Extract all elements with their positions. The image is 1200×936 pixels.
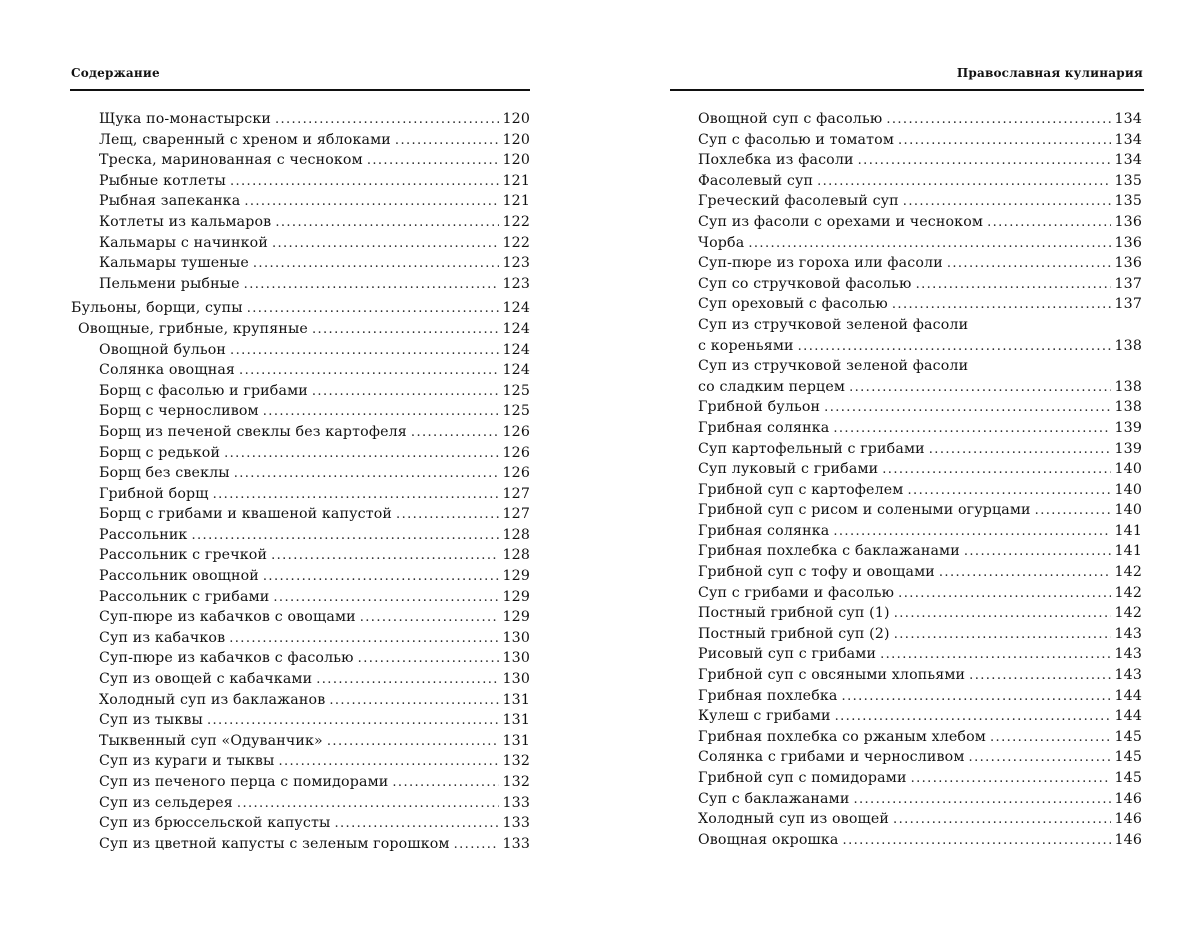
toc-entry-title: Грибной суп с картофелем [698,481,904,498]
toc-entry-title: Кальмары с начинкой [99,234,268,251]
toc-entry-title: Похлебка из фасоли [698,152,854,169]
dot-leader [817,172,1111,193]
dot-leader [842,687,1112,708]
toc-entry [698,459,1142,480]
toc-entry-title: Суп из тыквы [99,712,203,729]
toc-page-number: 131 [502,691,530,708]
toc-entry-title: Грибная похлебка с баклажанами [698,543,960,560]
toc-entry [71,751,530,772]
toc-entry [71,607,530,628]
toc-page-number: 130 [502,671,530,688]
dot-leader [312,382,500,403]
toc-page-number: 124 [502,362,530,379]
toc-page-number: 145 [1114,728,1142,745]
toc-entry-title: Суп из кабачков [99,629,226,646]
running-header-left: Содержание [71,66,160,80]
toc-entry [698,809,1142,830]
toc-page-number: 132 [502,774,530,790]
toc-entry [71,381,530,402]
toc-entry [71,319,530,340]
toc-page-number: 128 [502,526,530,543]
dot-leader [316,670,499,691]
toc-entry-title: Суп луковый с грибами [698,461,879,478]
toc-page-number: 126 [502,444,530,461]
toc-entry [71,463,530,484]
dot-leader [454,835,500,856]
toc-entry-title: Овощной суп с фасолью [698,111,883,127]
dot-leader [893,810,1111,831]
toc-page-number: 133 [502,794,530,811]
toc-entry [71,130,530,151]
toc-page-number: 123 [502,255,530,272]
dot-leader [929,440,1112,461]
dot-leader [230,172,500,193]
running-header-right: Православная кулинария [956,66,1143,80]
toc-entry-title: Грибной бульон [698,399,821,416]
toc-list-left [71,109,530,854]
toc-page-number: 140 [1114,481,1142,498]
dot-leader [833,419,1111,440]
toc-page-number: 139 [1114,419,1142,436]
toc-entry-title: Суп из овощей с кабачками [99,671,313,688]
toc-entry [698,562,1142,583]
toc-entry [71,484,530,505]
toc-page-number: 146 [1114,831,1142,848]
toc-entry [698,336,1142,357]
toc-page-number: 137 [1114,275,1142,292]
toc-entry-title: Борщ с редькой [99,444,221,461]
toc-page-number: 129 [502,609,530,626]
toc-page-number: 122 [502,213,530,230]
toc-entry [698,191,1142,212]
toc-entry [698,541,1142,562]
toc-page-number: 141 [1114,522,1142,539]
dot-leader [898,131,1111,152]
toc-page-number: 139 [1114,440,1142,457]
toc-entry [71,443,530,464]
toc-page-number: 127 [502,506,530,523]
dot-leader [191,526,499,547]
toc-entry-title: Суп со стручковой фасолью [698,275,912,292]
header-rule-left [70,89,530,91]
toc-entry [71,834,530,855]
dot-leader [271,546,499,567]
dot-leader [237,794,500,815]
toc-entry [698,253,1142,274]
dot-leader [278,752,499,773]
dot-leader [824,398,1111,419]
dot-leader [916,275,1112,296]
toc-page-number: 130 [502,629,530,646]
toc-entry [71,274,530,295]
toc-entry [71,813,530,834]
toc-page-number: 138 [1114,378,1142,395]
toc-page-number: 142 [1114,584,1142,601]
toc-entry [71,109,530,130]
dot-leader [234,464,500,485]
toc-page-number: 120 [502,152,530,169]
toc-entry [71,191,530,212]
toc-entry [71,525,530,546]
toc-entry-title: Грибной суп с помидорами [698,770,907,786]
toc-entry-title: Рыбная запеканка [99,193,241,210]
dot-leader [947,254,1112,275]
toc-entry [698,480,1142,501]
toc-entry [71,253,530,274]
toc-entry-title: Грибной суп с овсяными хлопьями [698,667,966,684]
toc-page-number: 124 [502,341,530,358]
toc-entry [698,747,1142,768]
toc-page-number: 140 [1114,461,1142,478]
dot-leader [229,629,499,650]
toc-entry-title: Чорба [698,234,745,251]
toc-entry-title: Борщ с черносливом [99,403,259,420]
dot-leader [207,711,500,732]
toc-entry [698,500,1142,521]
toc-entry-title: Грибная похлебка со ржаным хлебом [698,728,986,745]
dot-leader [272,234,500,255]
toc-entry [698,665,1142,686]
dot-leader [263,402,500,423]
dot-leader [858,151,1112,172]
toc-page-number: 138 [1114,399,1142,416]
toc-page-number: 142 [1114,564,1142,581]
dot-leader [244,275,500,296]
toc-page-number: 135 [1114,172,1142,189]
dot-leader [843,831,1112,852]
dot-leader [395,131,500,152]
toc-entry [71,690,530,711]
toc-entry-title: Грибной суп с тофу и овощами [698,564,935,581]
toc-entry-title: Грибная солянка [698,419,830,436]
toc-page-number: 125 [502,382,530,399]
dot-leader [853,790,1111,811]
toc-entry [71,360,530,381]
toc-entry-title: Суп с фасолью и томатом [698,131,894,148]
toc-entry-title: Борщ с грибами и квашеной капустой [99,506,393,523]
toc-entry-title: Грибная похлебка [698,687,838,704]
toc-entry [698,686,1142,707]
toc-page-number: 144 [1114,708,1142,725]
dot-leader [880,645,1111,666]
toc-entry-title: Рассольник овощной [99,568,259,585]
toc-page-number: 135 [1114,193,1142,210]
toc-page-number: 122 [502,234,530,251]
toc-entry-title: Рассольник [99,526,188,543]
toc-entry [698,624,1142,645]
toc-entry-title: Грибной суп с рисом и солеными огурцами [698,502,1031,519]
dot-leader [263,567,500,588]
dot-leader [894,604,1112,625]
dot-leader [898,584,1111,605]
toc-page-number: 126 [502,423,530,440]
toc-page-number: 143 [1114,667,1142,684]
toc-entry-title: Грибной борщ [99,485,209,502]
toc-entry-title: Греческий фасолевый суп [698,193,899,210]
toc-page-number: 143 [1114,646,1142,663]
right-page [600,0,1200,936]
dot-leader [275,110,500,131]
toc-entry-title: Тыквенный суп «Одуванчик» [99,732,323,749]
dot-leader [411,423,500,444]
toc-entry-title: Овощные, грибные, крупяные [78,320,308,337]
toc-entry [698,130,1142,151]
toc-entry-title: Рассольник с гречкой [99,547,268,564]
toc-entry [698,274,1142,295]
toc-entry [698,706,1142,727]
toc-entry [698,644,1142,665]
toc-entry-title: Солянка овощная [99,362,236,379]
dot-leader [360,608,500,629]
toc-entry [71,648,530,669]
dot-leader [1035,501,1112,522]
toc-entry-title: Суп из брюссельской капусты [99,815,331,832]
toc-entry-title: Грибная солянка [698,522,830,539]
toc-entry-title: Суп-пюре из гороха или фасоли [698,255,943,272]
toc-entry-title: Кулеш с грибами [698,708,831,725]
toc-page-number: 136 [1114,234,1142,251]
dot-leader [239,361,499,382]
toc-page-number: 145 [1114,749,1142,766]
toc-entry [698,212,1142,233]
dot-leader [969,666,1111,687]
toc-entry-title: Борщ без свеклы [99,465,230,482]
toc-entry [698,150,1142,171]
dot-leader [969,748,1112,769]
toc-entry-title: Суп из кураги и тыквы [99,753,275,770]
toc-entry-title: Суп с баклажанами [698,790,850,807]
dot-leader [392,773,499,794]
toc-entry-title: Лещ, сваренный с хреном и яблоками [99,131,391,148]
toc-page-number: 133 [502,815,530,832]
toc-entry [71,772,530,793]
toc-page-number: 146 [1114,811,1142,828]
toc-entry [71,669,530,690]
toc-entry-title: Суп-пюре из кабачков с фасолью [99,650,354,667]
toc-entry [698,397,1142,418]
toc-page-number: 140 [1114,502,1142,519]
dot-leader [903,192,1112,213]
toc-entry-title: Постный грибной суп (2) [698,625,890,642]
toc-entry [698,789,1142,810]
toc-entry-title-line: Суп из стручковой зеленой фасоли [698,316,969,333]
toc-entry-title: Бульоны, борщи, супы [71,300,243,317]
toc-entry [71,422,530,443]
dot-leader [939,563,1112,584]
toc-page-number: 127 [502,485,530,502]
dot-leader [964,542,1112,563]
dot-leader [247,299,500,320]
dot-leader [886,110,1111,131]
toc-page-number: 134 [1114,152,1142,169]
dot-leader [396,505,499,526]
toc-page-number: 129 [502,568,530,585]
toc-page-number: 121 [502,172,530,189]
toc-entry-title: Холодный суп из баклажанов [99,691,326,708]
dot-leader [334,814,499,835]
toc-entry-title: Овощная окрошка [698,831,839,848]
dot-leader [327,732,500,753]
toc-page-number: 143 [1114,625,1142,642]
toc-page-number: 145 [1114,770,1142,786]
toc-entry [71,150,530,171]
toc-page-number: 125 [502,403,530,420]
dot-leader [748,234,1111,255]
toc-entry-title: Холодный суп из овощей [698,811,890,828]
toc-page-number: 133 [502,835,530,852]
toc-entry-title: Фасолевый суп [698,172,814,189]
toc-page-number: 121 [502,193,530,210]
toc-page-number: 134 [1114,131,1142,148]
dot-leader [273,588,499,609]
toc-page-number: 134 [1114,111,1142,127]
toc-entry-title: Щука по-монастырски [99,111,271,127]
dot-leader [230,341,499,362]
toc-entry [698,603,1142,624]
dot-leader [849,378,1111,399]
toc-page-number: 146 [1114,790,1142,807]
toc-page-number: 129 [502,588,530,605]
dot-leader [367,151,500,172]
dot-leader [987,213,1111,234]
toc-entry-title: Кальмары тушеные [99,255,249,272]
toc-entry [71,401,530,422]
toc-entry [71,340,530,361]
dot-leader [990,728,1111,749]
toc-entry [71,731,530,752]
dot-leader [275,213,499,234]
toc-entry [71,504,530,525]
dot-leader [894,625,1112,646]
toc-page-number: 141 [1114,543,1142,560]
toc-entry [698,109,1142,130]
toc-entry [71,566,530,587]
toc-entry [698,294,1142,315]
dot-leader [835,707,1112,728]
toc-entry [698,171,1142,192]
toc-page-number: 120 [502,111,530,127]
toc-entry [698,521,1142,542]
toc-page-number: 138 [1114,337,1142,354]
toc-page-number: 124 [502,300,530,317]
dot-leader [833,522,1111,543]
toc-entry [71,628,530,649]
toc-entry [71,545,530,566]
toc-page-number: 131 [502,712,530,729]
dot-leader [882,460,1111,481]
toc-entry [698,583,1142,604]
dot-leader [312,320,500,341]
header-rule-right [670,89,1144,91]
toc-entry-title: Солянка с грибами и черносливом [698,749,965,766]
toc-page-number: 136 [1114,213,1142,230]
toc-entry [71,171,530,192]
dot-leader [329,691,499,712]
toc-entry-title-line: Суп из стручковой зеленой фасоли [698,358,969,375]
toc-entry-title: Рассольник с грибами [99,588,270,605]
toc-page-number: 144 [1114,687,1142,704]
toc-page-number: 131 [502,732,530,749]
toc-page-number: 120 [502,131,530,148]
dot-leader [892,295,1112,316]
toc-entry [71,587,530,608]
toc-page-number: 128 [502,547,530,564]
toc-page-number: 126 [502,465,530,482]
toc-entry [698,439,1142,460]
toc-entry-title: с кореньями [698,337,794,354]
dot-leader [911,769,1112,790]
toc-entry-title: Рыбные котлеты [99,172,226,189]
dot-leader [798,337,1112,358]
toc-entry-title: Постный грибной суп (1) [698,605,890,622]
toc-page-number: 132 [502,753,530,770]
toc-entry [71,298,530,319]
toc-entry-title: Суп из печеного перца с помидорами [99,774,389,790]
toc-entry [698,233,1142,254]
toc-entry [71,233,530,254]
toc-entry [71,212,530,233]
dot-leader [908,481,1112,502]
toc-entry-title: Борщ с фасолью и грибами [99,382,308,399]
toc-entry [71,793,530,814]
toc-entry-title: Борщ из печеной свеклы без картофеля [99,423,407,440]
toc-page-number: 136 [1114,255,1142,272]
toc-entry [698,768,1142,789]
dot-leader [358,649,500,670]
toc-entry-title: Суп из сельдерея [99,794,233,811]
dot-leader [224,444,499,465]
toc-entry [698,418,1142,439]
dot-leader [244,192,499,213]
dot-leader [253,254,500,275]
toc-page-number: 123 [502,275,530,292]
toc-page-number: 142 [1114,605,1142,622]
toc-entry [698,830,1142,851]
toc-page-number: 130 [502,650,530,667]
toc-entry-title: Пельмени рыбные [99,275,240,292]
toc-entry-title: Суп с грибами и фасолью [698,584,895,601]
toc-entry-title: Рисовый суп с грибами [698,646,877,663]
toc-entry-title: Суп-пюре из кабачков с овощами [99,609,356,626]
toc-entry-title: Овощной бульон [99,341,227,358]
toc-entry-title: Треска, маринованная с чесноком [99,152,363,169]
toc-list-right [698,109,1142,850]
toc-entry-title: Суп из фасоли с орехами и чесноком [698,213,984,230]
toc-entry [71,710,530,731]
toc-page-number: 137 [1114,296,1142,313]
toc-entry-title: со сладким перцем [698,378,846,395]
toc-page-number: 124 [502,320,530,337]
toc-entry-title: Котлеты из кальмаров [99,213,272,230]
toc-entry-title: Суп картофельный с грибами [698,440,925,457]
dot-leader [213,485,500,506]
toc-entry-title: Суп ореховый с фасолью [698,296,888,313]
toc-entry [698,377,1142,398]
toc-entry [698,727,1142,748]
toc-entry-title: Суп из цветной капусты с зеленым горошком [99,835,450,852]
